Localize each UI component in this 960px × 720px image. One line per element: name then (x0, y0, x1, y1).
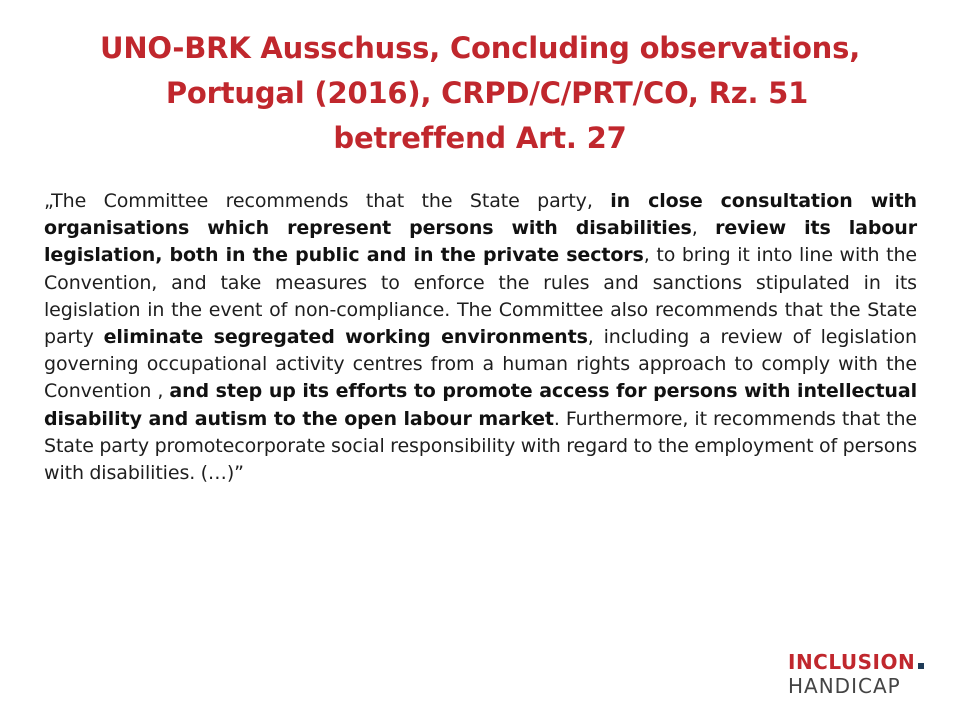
logo-bottom-text: HANDICAP (788, 674, 901, 698)
quote-paragraph (44, 188, 917, 487)
quote-text-1: „The Committee recommends that the State party, (44, 190, 611, 212)
quote-bold-3: eliminate segregated working environments (103, 326, 588, 349)
logo-dot-icon (918, 663, 924, 669)
inclusion-handicap-logo (788, 650, 938, 698)
quote-text-3: , to bring it into line with the Convention, and take measures to enforce the rules and sanctions stipulated in its legislation in the event of non-compliance. The Committee also recommends that the State party (44, 244, 917, 349)
logo-top-line (788, 650, 938, 674)
quote-text-5: . Furthermore, it recommends that the State party promotecorporate social responsibility with regard to the employment of persons with disabilities. (…)” (44, 407, 917, 485)
quote-bold-2: review its labour legislation, both in the public and in the private sectors (44, 217, 917, 267)
title-line-1: UNO-BRK Ausschuss, Concluding observations, (99, 31, 861, 65)
logo-top-text: INCLUSION (788, 650, 916, 674)
title-line-3: betreffend Art. 27 (333, 121, 627, 155)
quote-bold-4: and step up its efforts to promote access for persons with intellectual disability and autism to the open labour market (44, 380, 917, 430)
quote-text-2: , (691, 217, 716, 240)
quote-text-4: , including a review of legislation governing occupational activity centres from a human rights approach to comply with the Convention , (44, 326, 917, 403)
title-line-2: Portugal (2016), CRPD/C/PRT/CO, Rz. 51 (165, 76, 809, 110)
slide-title (40, 26, 920, 161)
quote-bold-1: in close consultation with organisations which represent persons with disabilities (44, 190, 917, 240)
